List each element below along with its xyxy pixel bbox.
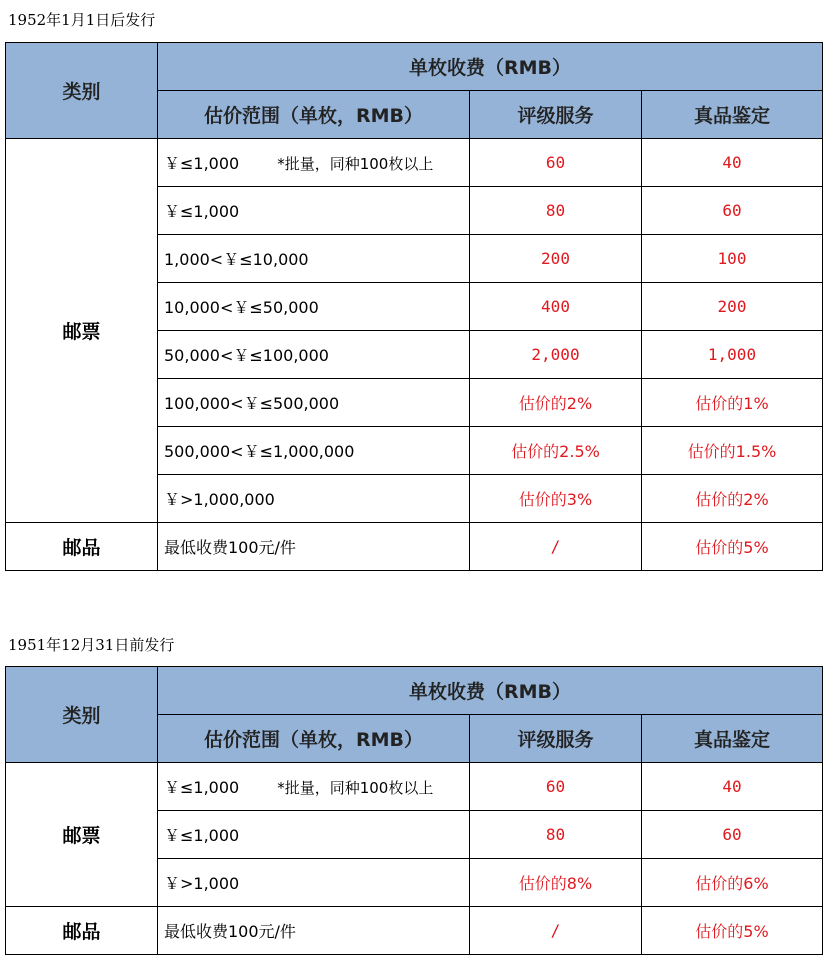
range-cell: ￥>1,000 [158,859,470,907]
range-cell: 500,000<￥≤1,000,000 [158,427,470,475]
grading-cell: / [470,907,642,955]
authentication-cell: 60 [642,187,823,235]
range-cell: ￥>1,000,000 [158,475,470,523]
range-cell: 最低收费100元/件 [158,523,470,571]
section2-title: 1951年12月31日前发行 [8,636,175,654]
authentication-cell: 估价的1.5% [642,427,823,475]
grading-cell: 60 [470,139,642,187]
authentication-cell: 估价的1% [642,379,823,427]
authentication-cell: 60 [642,811,823,859]
range-cell: 50,000<￥≤100,000 [158,331,470,379]
range-cell: 100,000<￥≤500,000 [158,379,470,427]
authentication-cell: 100 [642,235,823,283]
range-cell: 最低收费100元/件 [158,907,470,955]
bulk-note: *批量，同种100枚以上 [277,155,434,173]
header-authentication: 真品鉴定 [642,715,823,763]
authentication-cell: 1,000 [642,331,823,379]
section1-title: 1952年1月1日后发行 [8,11,156,29]
authentication-cell: 200 [642,283,823,331]
header-fee-group: 单枚收费（RMB） [158,667,823,715]
range-cell [158,763,470,811]
table-row [6,763,823,811]
grading-cell: / [470,523,642,571]
stamp-category-cell: 邮票 [6,763,158,907]
authentication-cell: 估价的5% [642,907,823,955]
grading-cell: 400 [470,283,642,331]
range-cell: ￥≤1,000 [158,187,470,235]
header-fee-group: 单枚收费（RMB） [158,43,823,91]
postal-category-cell: 邮品 [6,907,158,955]
range-cell: ￥≤1,000 [158,811,470,859]
table-row [6,523,823,571]
authentication-cell: 估价的2% [642,475,823,523]
authentication-cell: 估价的5% [642,523,823,571]
grading-cell: 80 [470,811,642,859]
header-range: 估价范围（单枚，RMB） [158,91,470,139]
bulk-note: *批量，同种100枚以上 [277,779,434,797]
stamp-category-cell: 邮票 [6,139,158,523]
header-authentication: 真品鉴定 [642,91,823,139]
grading-cell: 200 [470,235,642,283]
table-row [6,907,823,955]
header-category: 类别 [6,667,158,763]
table-row [6,139,823,187]
range-value: ￥≤1,000 [164,154,240,173]
fee-table-post-1952 [5,42,823,571]
header-range: 估价范围（单枚，RMB） [158,715,470,763]
grading-cell: 60 [470,763,642,811]
range-value: ￥≤1,000 [164,778,240,797]
fee-table-pre-1951 [5,666,823,955]
grading-cell: 估价的8% [470,859,642,907]
authentication-cell: 40 [642,139,823,187]
postal-category-cell: 邮品 [6,523,158,571]
grading-cell: 80 [470,187,642,235]
grading-cell: 估价的2.5% [470,427,642,475]
grading-cell: 2,000 [470,331,642,379]
authentication-cell: 40 [642,763,823,811]
range-cell: 10,000<￥≤50,000 [158,283,470,331]
grading-cell: 估价的3% [470,475,642,523]
range-cell: 1,000<￥≤10,000 [158,235,470,283]
grading-cell: 估价的2% [470,379,642,427]
authentication-cell: 估价的6% [642,859,823,907]
header-category: 类别 [6,43,158,139]
header-grading: 评级服务 [470,91,642,139]
header-grading: 评级服务 [470,715,642,763]
range-cell [158,139,470,187]
